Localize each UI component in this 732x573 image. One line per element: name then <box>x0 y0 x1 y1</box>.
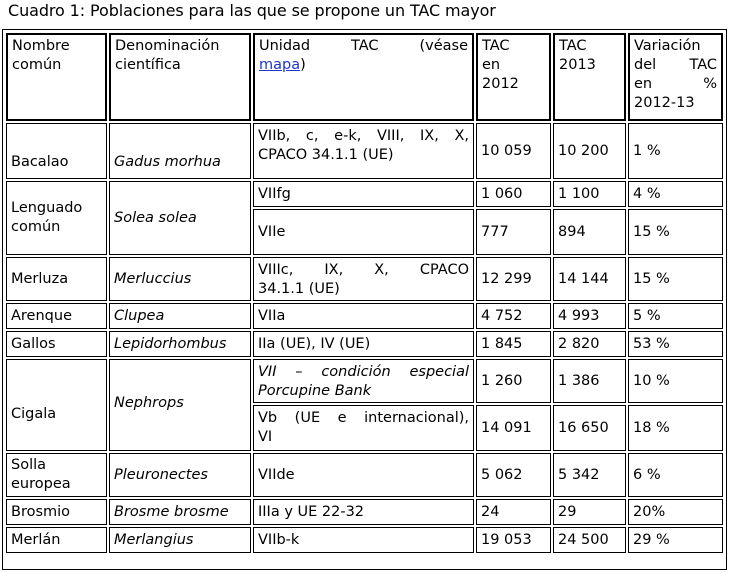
table-row: VIIe 777 894 15 % <box>6 209 723 255</box>
table-row: Arenque Clupea VIIa 4 752 4 993 5 % <box>6 303 723 329</box>
header-tac-2012: TAC en 2012 <box>476 33 551 121</box>
table-row: Cigala Nephrops VII – condición especial Porcupine Bank 1 260 1 386 10 % <box>6 359 723 403</box>
mapa-link[interactable]: mapa <box>259 57 301 73</box>
header-unidad: Unidad TAC (véase mapa) <box>253 33 474 121</box>
header-variacion: Variación del TAC en % 2012-13 <box>628 33 723 121</box>
header-denominacion: Denominación científica <box>109 33 251 121</box>
tac-table <box>4 31 725 555</box>
table-row: Lenguado común Solea solea VIIfg 1 060 1 100 4 % <box>6 181 723 207</box>
table-row: Gallos Lepidorhombus IIa (UE), IV (UE) 1 845 2 820 53 % <box>6 331 723 357</box>
header-tac-2013: TAC 2013 <box>553 33 626 121</box>
table-header-row <box>6 33 723 121</box>
table-row: Bacalao Gadus morhua VIIb, c, e-k, VIII, IX, X, CPACO 34.1.1 (UE) 10 059 10 200 1 % <box>6 123 723 179</box>
table-row: Brosmio Brosme brosme IIIa y UE 22-32 24 29 20% <box>6 499 723 525</box>
table-row: Vb (UE e internacional), VI 14 091 16 650 18 % <box>6 405 723 451</box>
table-row: Solla europea Pleuronectes VIIde 5 062 5 342 6 % <box>6 453 723 497</box>
table-row: Merlán Merlangius VIIb-k 19 053 24 500 29 % <box>6 527 723 553</box>
header-nombre: Nombre común <box>6 33 107 121</box>
table-row: Merluza Merluccius VIIIc, IX, X, CPACO 34.1.1 (UE) 12 299 14 144 15 % <box>6 257 723 301</box>
table-caption: Cuadro 1: Poblaciones para las que se propone un TAC mayor <box>8 1 496 20</box>
